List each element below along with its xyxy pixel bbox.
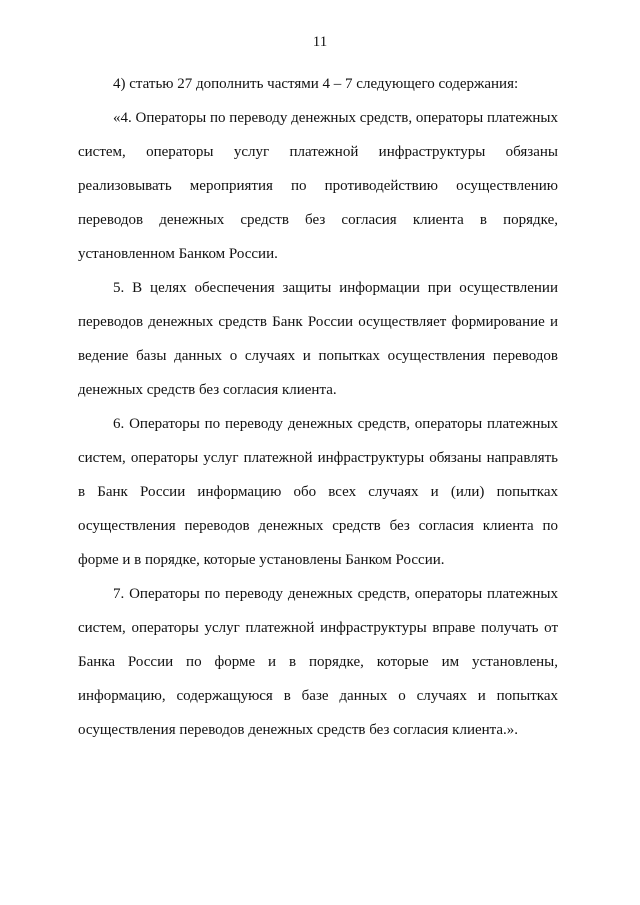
paragraph-part-5: 5. В целях обеспечения защиты информации при осуществлении переводов денежных средств Банк России осуществляет формирование и ведение базы данных о случаях и попытках осуществления переводов денежных средств без согласия клиента. (78, 280, 558, 398)
paragraph-intro: 4) статью 27 дополнить частями 4 – 7 следующего содержания: (113, 76, 519, 92)
page-number: 11 (312, 34, 328, 50)
paragraph-part-7: 7. Операторы по переводу денежных средств, операторы платежных систем, операторы услуг платежной инфраструктуры вправе получать от Банка России по форме и в порядке, которые им установлены, информацию, содержащуюся в базе данных о случаях и попытках осуществления переводов денежных средств без согласия клиента.». (78, 586, 558, 738)
paragraph-part-4: «4. Операторы по переводу денежных средств, операторы платежных систем, операторы услуг платежной инфраструктуры обязаны реализовывать мероприятия по противодействию осуществлению переводов денежных средств без согласия клиента в порядке, установленном Банком России. (78, 110, 558, 262)
document-body (78, 67, 558, 747)
paragraph-part-6: 6. Операторы по переводу денежных средств, операторы платежных систем, операторы услуг платежной инфраструктуры обязаны направлять в Банк России информацию обо всех случаях и (или) попытках осуществления переводов денежных средств без согласия клиента по форме и в порядке, которые установлены Банком России. (78, 416, 558, 568)
